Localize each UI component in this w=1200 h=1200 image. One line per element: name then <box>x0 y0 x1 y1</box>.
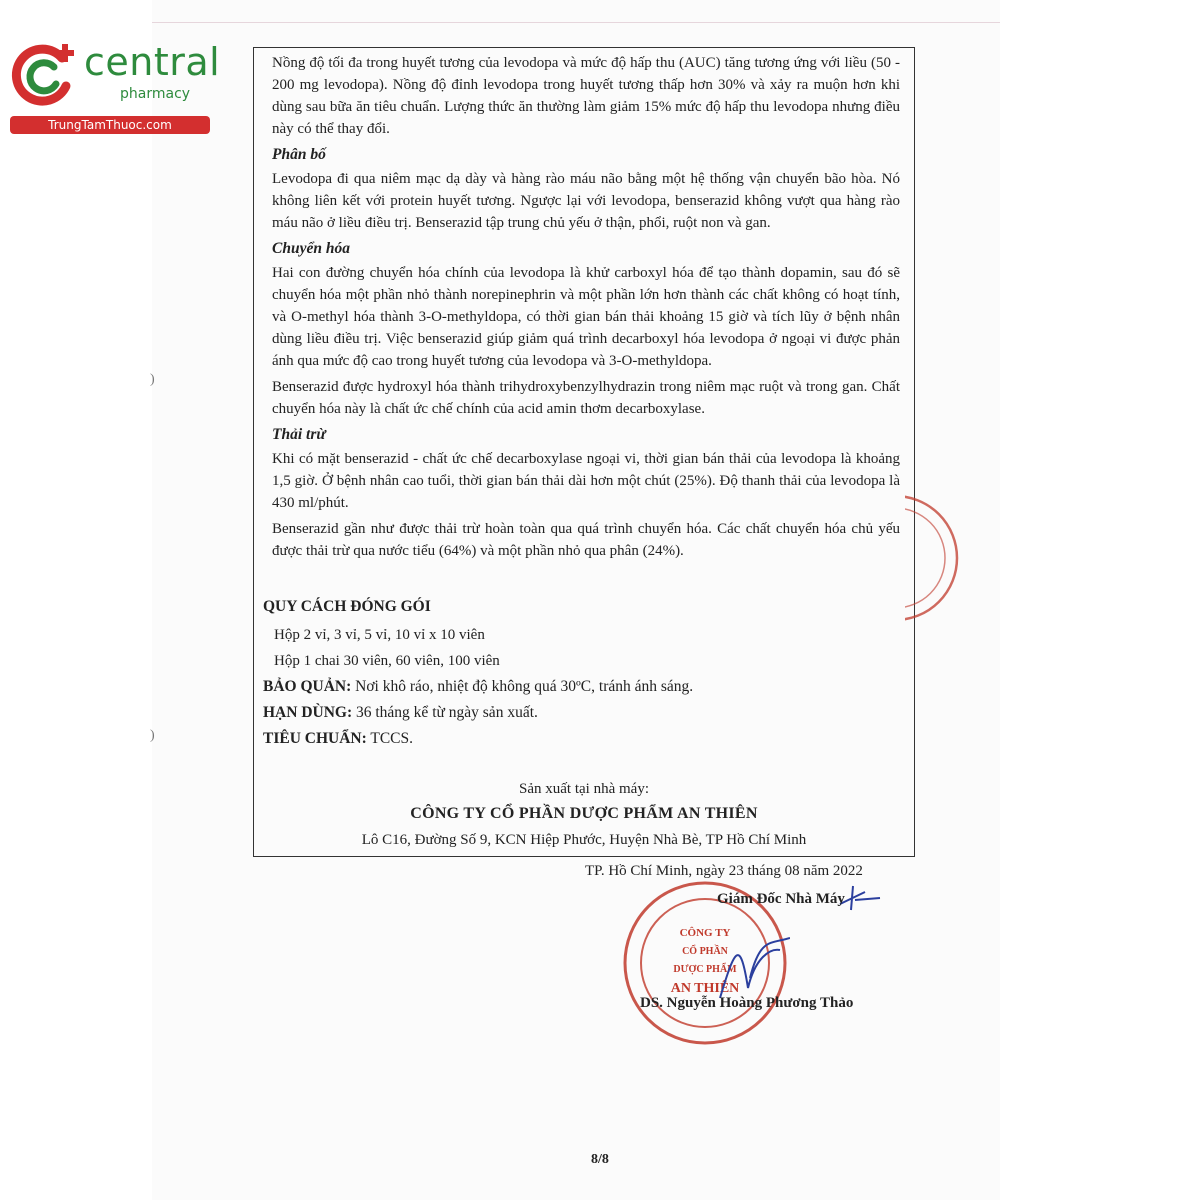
paragraph-metabolism-1: Hai con đường chuyển hóa chính của levodopa là khử carboxyl hóa để tạo thành dopamin, sau đó sẽ chuyển hóa một phần nhỏ thành norepinephrin và một phần lớn hơn thành các chất không có hoạt tính, và O-methyl hóa thành 3-O-methyldopa, có thời gian bán thải khoảng 15 giờ và tích lũy ở bệnh nhân dùng liều điều trị. Việc benserazid giúp giảm quá trình decarboxyl hóa levodopa ở ngoại vi được phản ánh qua mức độ cao trong huyết tương của levodopa và 3-O-methyldopa. <box>272 265 900 369</box>
pharmacy-logo[interactable] <box>10 36 221 136</box>
paragraph-absorption: Nồng độ tối đa trong huyết tương của levodopa và mức độ hấp thu (AUC) tăng tương ứng với liều (50 - 200 mg levodopa). Nồng độ đỉnh levodopa trong huyết tương thấp hơn 30% và xảy ra muộn hơn khi dùng sau bữa ăn tiêu chuẩn. Lượng thức ăn thường làm giảm 15% mức độ hấp thu levodopa nhưng điều này có thể thay đổi. <box>272 55 900 137</box>
margin-mark: ) <box>150 728 155 743</box>
director-title: Giám Đốc Nhà Máy <box>717 891 845 907</box>
logo-site-banner: TrungTamThuoc.com <box>10 116 210 134</box>
signature-date: TP. Hồ Chí Minh, ngày 23 tháng 08 năm 2022 <box>585 863 863 879</box>
paragraph-distribution: Levodopa đi qua niêm mạc dạ dày và hàng rào máu não bằng một hệ thống vận chuyển bão hòa. Nó không liên kết với protein huyết tương. Ngược lại với levodopa, benserazid không vượt qua hàng rào máu não ở liều điều trị. Benserazid tập trung chủ yếu ở thận, phổi, ruột non và gan. <box>272 171 900 231</box>
page-top-rule <box>152 22 1000 23</box>
margin-mark: ) <box>150 372 155 387</box>
heading-elimination: Thải trừ <box>272 426 326 443</box>
paragraph-metabolism-2: Benserazid được hydroxyl hóa thành trihydroxybenzylhydrazin trong niêm mạc ruột và trong gan. Chất chuyển hóa này là chất ức chế chính của acid amin thơm decarboxylase. <box>272 379 900 417</box>
packaging-item: Hộp 1 chai 30 viên, 60 viên, 100 viên <box>274 653 500 669</box>
expiry-text: 36 tháng kể từ ngày sản xuất. <box>352 704 538 721</box>
logo-sub-text: pharmacy <box>120 86 191 102</box>
packaging-heading: QUY CÁCH ĐÓNG GÓI <box>263 598 431 615</box>
stamp-line: CỔ PHẦN <box>682 946 728 957</box>
manufacture-label: Sản xuất tại nhà máy: <box>519 781 649 797</box>
standard-text: TCCS. <box>366 730 414 747</box>
standard-label: TIÊU CHUẨN: <box>263 730 367 747</box>
stamp-line: DƯỢC PHẨM <box>673 964 737 975</box>
packaging-item: Hộp 2 vỉ, 3 vỉ, 5 vỉ, 10 vỉ x 10 viên <box>274 627 485 643</box>
pharmacy-logo-icon <box>10 40 80 110</box>
stamp-line: CÔNG TY <box>679 927 731 939</box>
stamp-line: AN THIÊN <box>670 981 740 996</box>
storage-text: Nơi khô ráo, nhiệt độ không quá 30ºC, tránh ánh sáng. <box>351 678 694 695</box>
paragraph-elimination-1: Khi có mặt benserazid - chất ức chế decarboxylase ngoại vi, thời gian bán thải của levodopa là khoảng 1,5 giờ. Ở bệnh nhân cao tuổi, thời gian bán thải dài hơn một chút (25%). Độ thanh thải của levodopa là 430 ml/phút. <box>272 451 900 511</box>
signer-name: DS. Nguyễn Hoàng Phương Thảo <box>640 995 854 1011</box>
heading-distribution: Phân bố <box>272 146 326 163</box>
logo-brand-text: central <box>84 40 221 84</box>
pharmacokinetics-text <box>272 52 900 566</box>
edge-seal-stamp <box>905 478 985 638</box>
storage-line <box>263 676 693 698</box>
company-name: CÔNG TY CỔ PHẦN DƯỢC PHẨM AN THIÊN <box>410 805 758 822</box>
expiry-line <box>263 702 538 724</box>
storage-label: BẢO QUẢN: <box>263 678 352 695</box>
standard-line <box>263 728 413 750</box>
company-address: Lô C16, Đường Số 9, KCN Hiệp Phước, Huyện Nhà Bè, TP Hồ Chí Minh <box>361 832 807 848</box>
page-number: 8/8 <box>591 1152 609 1167</box>
heading-metabolism: Chuyển hóa <box>272 240 350 257</box>
expiry-label: HẠN DÙNG: <box>263 704 353 721</box>
paragraph-elimination-2: Benserazid gần như được thải trừ hoàn toàn qua quá trình chuyển hóa. Các chất chuyển hóa chủ yếu được thải trừ qua nước tiểu (64%) và một phần nhỏ qua phân (24%). <box>272 521 900 559</box>
